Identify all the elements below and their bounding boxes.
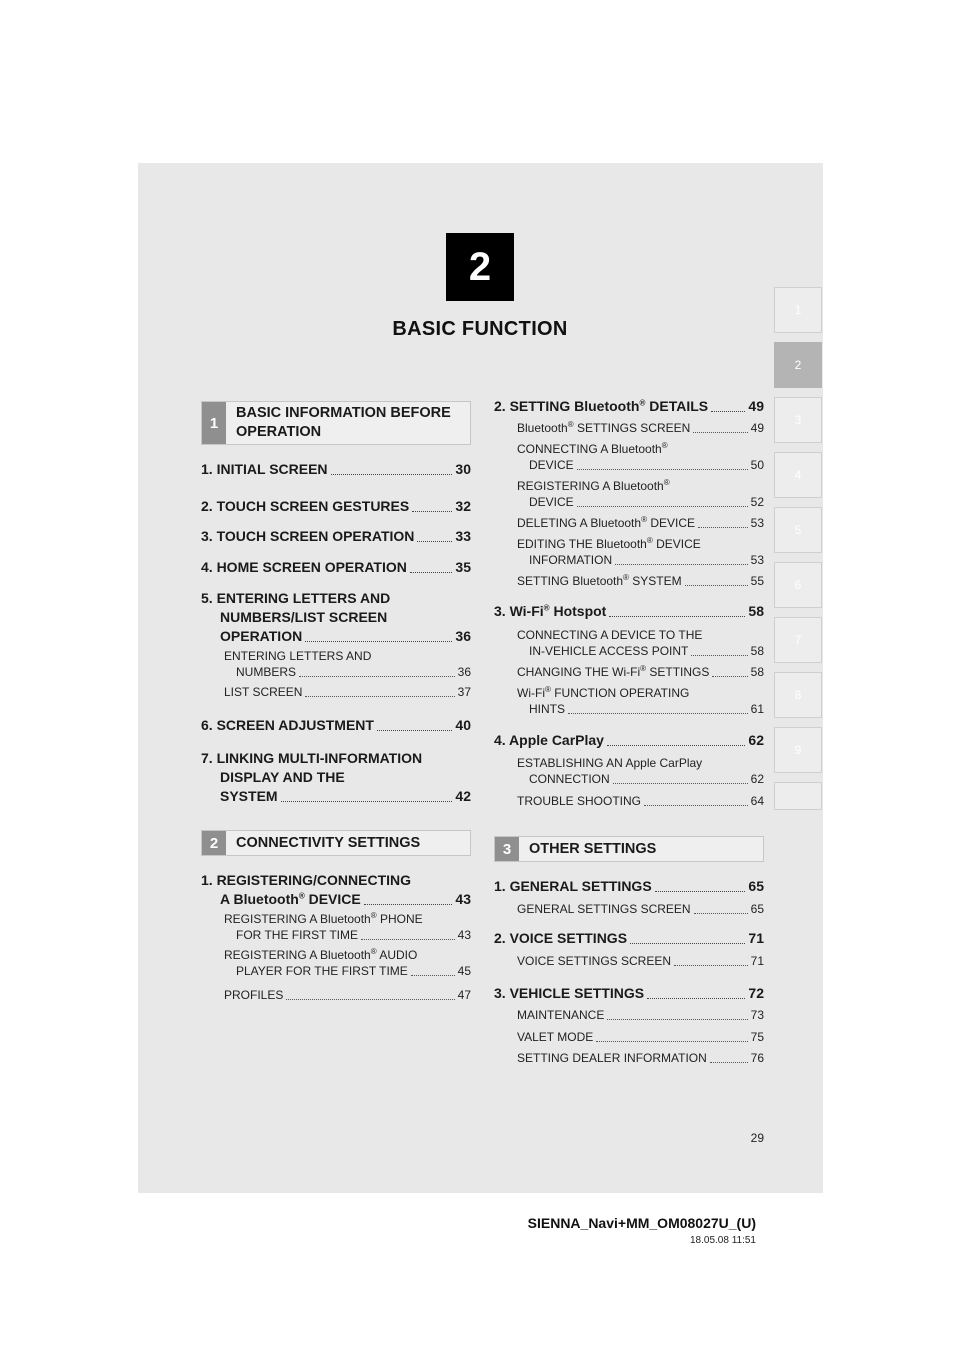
toc-entry[interactable]: 2. TOUCH SCREEN GESTURES 32	[201, 498, 471, 514]
toc-subentry[interactable]: REGISTERING A Bluetooth® AUDIO PLAYER FOR THE FIRST TIME 45	[224, 947, 471, 978]
section-title: BASIC INFORMATION BEFORE OPERATION	[236, 405, 451, 440]
section-header-2	[201, 830, 471, 856]
section-number: 1	[202, 402, 226, 444]
chapter-tab-blank	[774, 782, 822, 810]
section-header-3	[494, 836, 764, 862]
toc-entry[interactable]: 1. INITIAL SCREEN 30	[201, 461, 471, 477]
chapter-tab-1[interactable]: 1	[774, 287, 822, 333]
toc-entry[interactable]: 3. TOUCH SCREEN OPERATION 33	[201, 528, 471, 544]
toc-subentry[interactable]: VALET MODE 75	[517, 1030, 764, 1044]
toc-entry[interactable]: 2. VOICE SETTINGS 71	[494, 930, 764, 946]
toc-entry[interactable]: 7. LINKING MULTI-INFORMATION DISPLAY AND THE SYSTEM 42	[201, 750, 471, 804]
toc-entry[interactable]: 2. SETTING Bluetooth® DETAILS 49	[494, 398, 764, 414]
chapter-tab-2[interactable]: 2	[774, 342, 822, 388]
toc-subentry[interactable]: DELETING A Bluetooth® DEVICE 53	[517, 515, 764, 530]
toc-subentry[interactable]: REGISTERING A Bluetooth® DEVICE 52	[517, 478, 764, 509]
chapter-tab-7[interactable]: 7	[774, 617, 822, 663]
toc-subentry[interactable]: ENTERING LETTERS AND NUMBERS 36	[224, 649, 471, 679]
toc-subentry[interactable]: CONNECTING A Bluetooth® DEVICE 50	[517, 441, 764, 472]
toc-entry[interactable]: 3. VEHICLE SETTINGS 72	[494, 985, 764, 1001]
section-header-1	[201, 401, 471, 445]
toc-subentry[interactable]: CHANGING THE Wi-Fi® SETTINGS 58	[517, 664, 764, 679]
toc-subentry[interactable]: PROFILES 47	[224, 988, 471, 1002]
toc-subentry[interactable]: Wi-Fi® FUNCTION OPERATING HINTS 61	[517, 685, 764, 716]
chapter-tab-6[interactable]: 6	[774, 562, 822, 608]
section-title: CONNECTIVITY SETTINGS	[236, 834, 421, 851]
page-number: 29	[750, 1131, 764, 1145]
toc-subentry[interactable]: VOICE SETTINGS SCREEN 71	[517, 954, 764, 968]
toc-subentry[interactable]: ESTABLISHING AN Apple CarPlay CONNECTION 62	[517, 756, 764, 786]
toc-entry[interactable]: 1. GENERAL SETTINGS 65	[494, 878, 764, 894]
print-date: 18.05.08 11:51	[690, 1235, 756, 1246]
toc-subentry[interactable]: CONNECTING A DEVICE TO THE IN-VEHICLE ACCESS POINT 58	[517, 628, 764, 658]
toc-entry[interactable]: 5. ENTERING LETTERS AND NUMBERS/LIST SCREEN OPERATION 36	[201, 590, 471, 644]
section-title: OTHER SETTINGS	[529, 840, 657, 857]
section-number: 3	[495, 837, 519, 861]
chapter-tab-3[interactable]: 3	[774, 397, 822, 443]
toc-subentry[interactable]: GENERAL SETTINGS SCREEN 65	[517, 902, 764, 916]
toc-entry[interactable]: 1. REGISTERING/CONNECTING A Bluetooth® DEVICE 43	[201, 872, 471, 907]
toc-subentry[interactable]: EDITING THE Bluetooth® DEVICE INFORMATION 53	[517, 536, 764, 567]
toc-subentry[interactable]: MAINTENANCE 73	[517, 1008, 764, 1022]
chapter-number-badge: 2	[446, 233, 514, 301]
toc-subentry[interactable]: TROUBLE SHOOTING 64	[517, 794, 764, 808]
toc-subentry[interactable]: LIST SCREEN 37	[224, 685, 471, 699]
chapter-tab-8[interactable]: 8	[774, 672, 822, 718]
toc-entry[interactable]: 3. Wi-Fi® Hotspot 58	[494, 603, 764, 619]
toc-entry[interactable]: 6. SCREEN ADJUSTMENT 40	[201, 717, 471, 733]
document-code: SIENNA_Navi+MM_OM08027U_(U)	[527, 1215, 756, 1231]
chapter-tab-5[interactable]: 5	[774, 507, 822, 553]
chapter-title: BASIC FUNCTION	[392, 318, 568, 340]
toc-entry[interactable]: 4. HOME SCREEN OPERATION 35	[201, 559, 471, 575]
toc-subentry[interactable]: SETTING DEALER INFORMATION 76	[517, 1051, 764, 1065]
toc-subentry[interactable]: Bluetooth® SETTINGS SCREEN 49	[517, 420, 764, 435]
toc-entry[interactable]: 4. Apple CarPlay 62	[494, 732, 764, 748]
chapter-tab-9[interactable]: 9	[774, 727, 822, 773]
chapter-tab-4[interactable]: 4	[774, 452, 822, 498]
toc-subentry[interactable]: REGISTERING A Bluetooth® PHONE FOR THE FIRST TIME 43	[224, 911, 471, 942]
section-number: 2	[202, 831, 226, 855]
toc-subentry[interactable]: SETTING Bluetooth® SYSTEM 55	[517, 573, 764, 588]
